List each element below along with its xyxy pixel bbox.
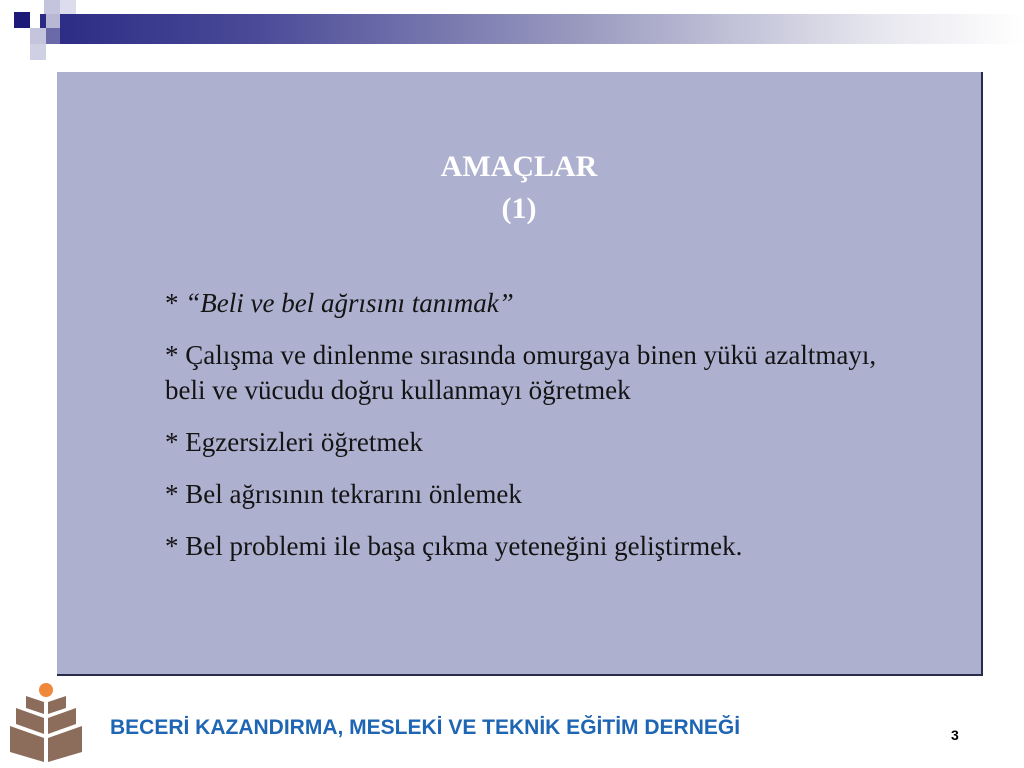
page-number: 3 bbox=[951, 727, 959, 743]
content-panel bbox=[57, 72, 983, 676]
bullet-marker: * bbox=[165, 288, 186, 318]
book-flame-logo-icon bbox=[6, 680, 86, 764]
bullet-marker: * bbox=[165, 340, 186, 370]
header-square bbox=[14, 12, 30, 28]
header-gradient-bar bbox=[40, 14, 1024, 44]
organization-name: BECERİ KAZANDIRMA, MESLEKİ VE TEKNİK EĞİTİM DERNEĞİ bbox=[110, 716, 741, 739]
slide-title-line: AMAÇLAR bbox=[440, 150, 598, 183]
list-item bbox=[165, 425, 885, 460]
list-item-text: Egzersizleri öğretmek bbox=[185, 427, 423, 457]
header-square bbox=[46, 28, 60, 44]
list-item-text: “Beli ve bel ağrısını tanımak” bbox=[185, 288, 514, 318]
bullet-marker: * bbox=[165, 531, 186, 561]
list-item-text: Bel problemi ile başa çıkma yeteneğini geliştirmek. bbox=[185, 531, 743, 561]
bullet-marker: * bbox=[165, 427, 186, 457]
list-item bbox=[165, 529, 885, 564]
header-square bbox=[60, 0, 76, 14]
objectives-list bbox=[165, 286, 885, 581]
list-item bbox=[165, 338, 885, 408]
header-square bbox=[30, 44, 46, 60]
bullet-marker: * bbox=[165, 479, 186, 509]
logo-leaf-left bbox=[26, 696, 44, 714]
logo-flame-icon bbox=[39, 683, 53, 697]
header-square bbox=[30, 28, 46, 44]
header-square bbox=[46, 14, 60, 28]
slide-title-number: (1) bbox=[501, 192, 537, 225]
slide-title bbox=[57, 146, 981, 230]
list-item bbox=[165, 477, 885, 512]
header-square bbox=[44, 0, 60, 14]
list-item-text: Çalışma ve dinlenme sırasında omurgaya binen yükü azaltmayı, beli ve vücudu doğru kullanmayı öğretmek bbox=[165, 340, 877, 405]
logo-leaf-right bbox=[48, 696, 66, 714]
list-item-text: Bel ağrısının tekrarını önlemek bbox=[185, 479, 522, 509]
list-item bbox=[165, 286, 885, 321]
